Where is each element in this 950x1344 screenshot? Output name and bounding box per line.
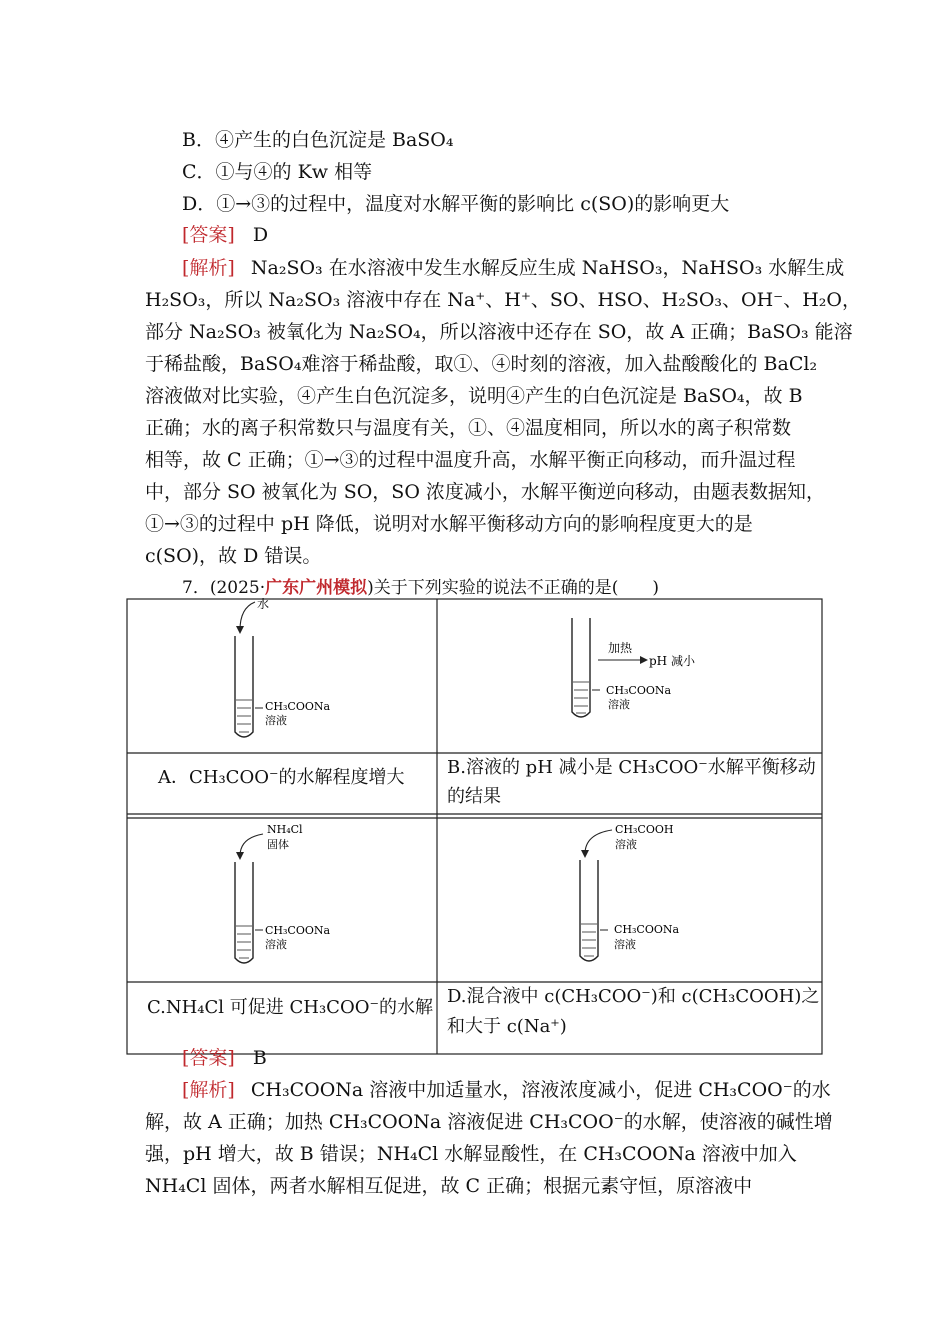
option-d: D．①→③的过程中，温度对水解平衡的影响比 c(SO)的影响更大 <box>182 193 730 215</box>
solution-lines-c <box>236 926 252 958</box>
tube-label-c-1: CH₃COONa <box>265 924 331 937</box>
analysis-line-5: 溶液做对比实验，④产生白色沉淀多，说明④产生的白色沉淀是 BaSO₄，故 B <box>145 385 803 407</box>
analysis-line-6: 正确；水的离子积常数只与温度有关，①、④温度相同，所以水的离子积常数 <box>145 417 792 439</box>
diagram-b <box>560 612 720 732</box>
answer-tag: [答案] <box>182 224 235 246</box>
analysis-tag-2: [解析] <box>182 1079 235 1101</box>
analysis-line-2: H₂SO₃，所以 Na₂SO₃ 溶液中存在 Na⁺、H⁺、SO、HSO、H₂SO₃、OH⁻、H₂O， <box>145 289 861 311</box>
diagram-a <box>215 598 355 748</box>
reagent-a: 水 <box>257 598 270 611</box>
tube-label-b-2: 溶液 <box>608 698 630 711</box>
solution-lines-a <box>236 700 252 732</box>
arrowhead-b <box>640 656 648 664</box>
analysis-line-8: 中，部分 SO 被氧化为 SO，SO 浓度减小，水解平衡逆向移动，由题表数据知， <box>145 481 825 503</box>
analysis2-line-2: 解，故 A 正确；加热 CH₃COONa 溶液促进 CH₃COO⁻的水解，使溶液的碱性增 <box>145 1111 833 1133</box>
arrowhead-a <box>236 626 244 634</box>
question-source: 广东广州模拟 <box>265 578 368 598</box>
analysis-line-9: ①→③的过程中 pH 降低，说明对水解平衡移动方向的影响程度更大的是 <box>145 513 753 535</box>
analysis2-line-4: NH₄Cl 固体，两者水解相互促进，故 C 正确；根据元素守恒，原溶液中 <box>145 1175 753 1197</box>
analysis2-line-1: [解析] CH₃COONa 溶液中加适量水，溶液浓度减小，促进 CH₃COO⁻的水 <box>182 1079 831 1101</box>
answer-value-2: B <box>252 1047 267 1069</box>
test-tube-c <box>235 862 253 963</box>
analysis-line-10: c(SO)，故 D 错误。 <box>145 545 322 567</box>
diagram-d <box>560 818 720 968</box>
answer-tag-2: [答案] <box>182 1047 235 1069</box>
caption-a: A．CH₃COO⁻的水解程度增大 <box>158 767 405 788</box>
analysis-line-7: 相等，故 C 正确；①→③的过程中温度升高，水解平衡正向移动，而升温过程 <box>145 449 796 471</box>
caption-d-1: D.混合液中 c(CH₃COO⁻)和 c(CH₃COOH)之 <box>447 986 820 1007</box>
result-label-b: pH 减小 <box>649 654 695 668</box>
answer-row <box>182 223 268 247</box>
tube-label-a-2: 溶液 <box>265 714 287 727</box>
tube-label-c-2: 溶液 <box>265 938 287 951</box>
caption-b-1: B.溶液的 pH 减小是 CH₃COO⁻水解平衡移动 <box>447 757 816 778</box>
arrowhead-c <box>236 852 244 860</box>
test-tube-b <box>572 618 590 717</box>
question-stem: 关于下列实验的说法不正确的是( ) <box>373 578 660 598</box>
arrowhead-d <box>581 850 589 858</box>
option-c: C．①与④的 Kw 相等 <box>182 161 373 183</box>
diagram-c <box>215 820 355 970</box>
reagent-c-2: 固体 <box>267 838 289 851</box>
analysis-line-3: 部分 Na₂SO₃ 被氧化为 Na₂SO₄，所以溶液中还存在 SO，故 A 正确；BaSO₃ 能溶 <box>145 321 853 343</box>
solution-lines-b <box>573 682 589 713</box>
tube-label-a-1: CH₃COONa <box>265 700 331 713</box>
tube-label-d-2: 溶液 <box>614 938 636 951</box>
caption-d-2: 和大于 c(Na⁺) <box>447 1016 567 1037</box>
arrow-d <box>585 830 612 854</box>
analysis-line-1: [解析] Na₂SO₃ 在水溶液中发生水解反应生成 NaHSO₃，NaHSO₃ 水解生成 <box>182 257 845 279</box>
arrow-label-b: 加热 <box>608 641 633 655</box>
analysis-tag: [解析] <box>182 257 235 279</box>
analysis2-line-3: 强，pH 增大，故 B 错误；NH₄Cl 水解显酸性，在 CH₃COONa 溶液中加入 <box>145 1143 797 1165</box>
tube-label-b-1: CH₃COONa <box>606 684 672 697</box>
test-tube-a <box>235 636 253 737</box>
option-b: B．④产生的白色沉淀是 BaSO₄ <box>182 129 454 151</box>
tube-label-d-1: CH₃COONa <box>614 923 680 936</box>
caption-b-2: 的结果 <box>447 786 501 807</box>
test-tube-d <box>580 860 598 961</box>
solution-lines-d <box>581 924 597 956</box>
answer-value: D <box>252 224 269 246</box>
analysis-line-4: 于稀盐酸，BaSO₄难溶于稀盐酸，取①、④时刻的溶液，加入盐酸酸化的 BaCl₂ <box>145 353 818 375</box>
arrow-a <box>240 602 255 630</box>
reagent-d-1: CH₃COOH <box>615 823 674 836</box>
caption-c: C.NH₄Cl 可促进 CH₃COO⁻的水解 <box>147 997 433 1018</box>
question-7: 7．(2025·广东广州模拟)关于下列实验的说法不正确的是( ) <box>182 578 660 598</box>
reagent-c-1: NH₄Cl <box>267 823 303 836</box>
answer-row-2 <box>182 1046 267 1070</box>
reagent-d-2: 溶液 <box>615 838 637 851</box>
